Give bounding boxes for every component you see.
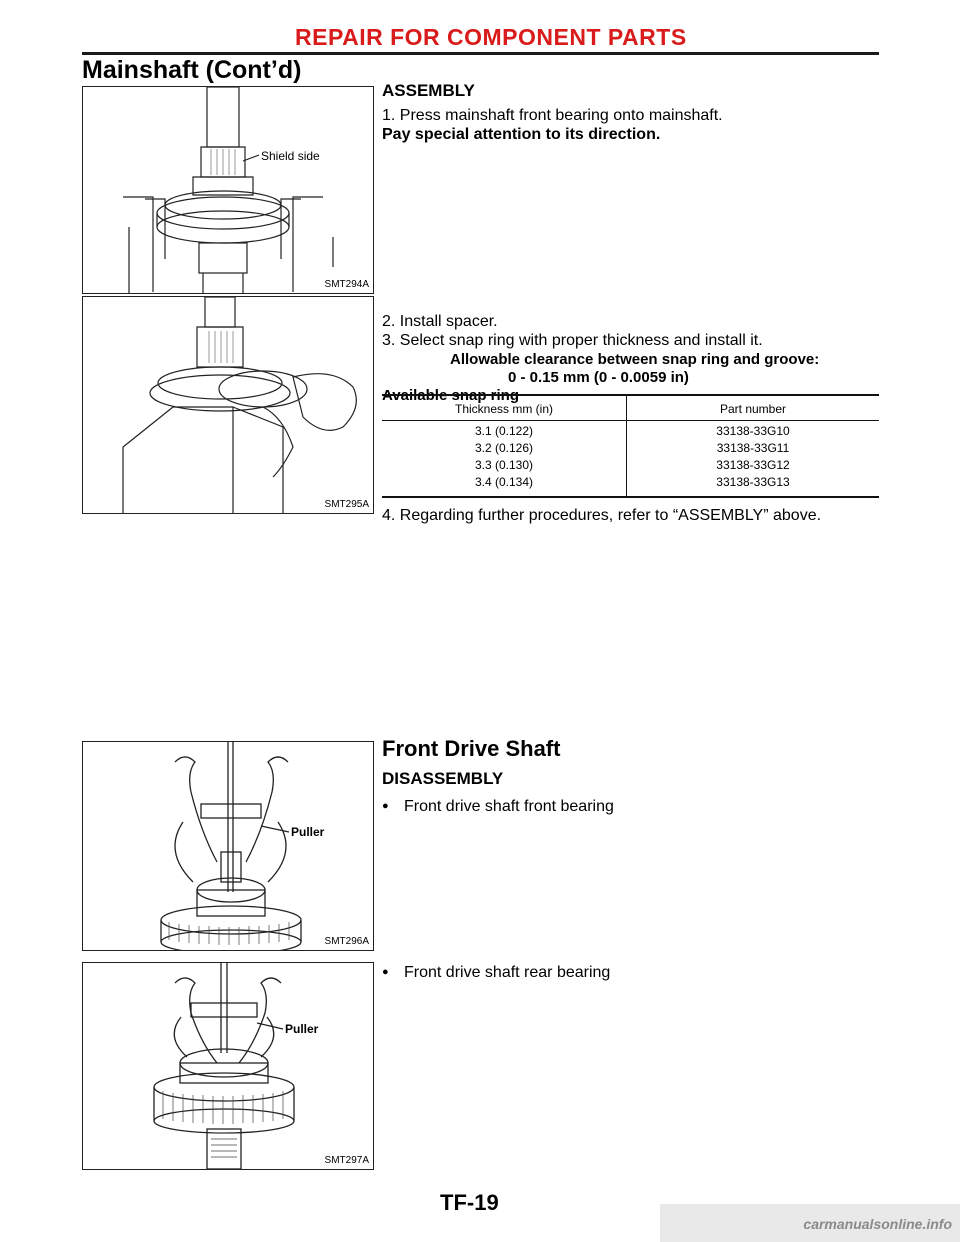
thickness-cell: 3.3 (0.130) bbox=[474, 458, 534, 472]
assembly-step-4: 4. Regarding further procedures, refer to “ASSEMBLY” above. bbox=[382, 507, 822, 524]
figure-code: SMT296A bbox=[324, 936, 369, 947]
figure-code: SMT294A bbox=[324, 279, 369, 290]
figure-illustration bbox=[83, 297, 373, 513]
subsection-title: Mainshaft (Cont’d) bbox=[82, 56, 302, 84]
header-rule bbox=[82, 52, 879, 55]
watermark-text: carmanualsonline.info bbox=[803, 1216, 952, 1232]
callout-puller: Puller bbox=[285, 1022, 319, 1036]
figure-smt296a bbox=[82, 741, 374, 951]
clearance-label: Allowable clearance between snap ring and groove: bbox=[450, 351, 820, 368]
bullet-icon: ● bbox=[382, 800, 389, 812]
figure-illustration bbox=[83, 963, 373, 1169]
watermark bbox=[660, 1204, 960, 1242]
table-row bbox=[382, 423, 626, 491]
table-bottom-rule bbox=[382, 496, 879, 498]
figure-code: SMT295A bbox=[324, 499, 369, 510]
figure-smt295a bbox=[82, 296, 374, 514]
callout-shield-side: Shield side bbox=[261, 149, 320, 163]
list-item bbox=[382, 796, 614, 817]
section-header: REPAIR FOR COMPONENT PARTS bbox=[295, 24, 687, 50]
part-number-cell: 33138-33G12 bbox=[716, 458, 790, 472]
front-drive-shaft-heading: Front Drive Shaft bbox=[382, 736, 561, 761]
table-header-thickness: Thickness mm (in) bbox=[454, 402, 553, 416]
table-header-rule bbox=[382, 420, 879, 421]
table-header-part-number: Part number bbox=[719, 402, 787, 416]
bullet-icon: ● bbox=[382, 966, 389, 978]
assembly-note-1: Pay special attention to its direction. bbox=[382, 126, 661, 143]
table-row bbox=[627, 423, 879, 491]
figure-smt297a bbox=[82, 962, 374, 1170]
list-item-text: Front drive shaft front bearing bbox=[404, 798, 614, 815]
assembly-step-3: 3. Select snap ring with proper thickness and install it. bbox=[382, 332, 763, 349]
part-number-cell: 33138-33G10 bbox=[716, 424, 790, 438]
clearance-value: 0 - 0.15 mm (0 - 0.0059 in) bbox=[508, 369, 689, 386]
list-item-text: Front drive shaft rear bearing bbox=[404, 964, 611, 981]
assembly-step-1: 1. Press mainshaft front bearing onto mainshaft. bbox=[382, 107, 723, 124]
thickness-cell: 3.4 (0.134) bbox=[474, 475, 534, 489]
thickness-cell: 3.1 (0.122) bbox=[474, 424, 534, 438]
assembly-step-2: 2. Install spacer. bbox=[382, 313, 498, 330]
figure-code: SMT297A bbox=[324, 1155, 369, 1166]
thickness-cell: 3.2 (0.126) bbox=[474, 441, 534, 455]
assembly-heading: ASSEMBLY bbox=[382, 81, 475, 100]
list-item bbox=[382, 962, 610, 983]
table-top-rule bbox=[382, 394, 879, 396]
part-number-cell: 33138-33G13 bbox=[716, 475, 790, 489]
figure-illustration bbox=[83, 742, 373, 950]
callout-puller: Puller bbox=[291, 825, 325, 839]
figure-illustration bbox=[83, 87, 373, 293]
disassembly-heading: DISASSEMBLY bbox=[382, 769, 504, 788]
part-number-cell: 33138-33G11 bbox=[716, 441, 790, 455]
figure-smt294a bbox=[82, 86, 374, 294]
snap-ring-table bbox=[382, 394, 879, 498]
page-number: TF-19 bbox=[440, 1190, 499, 1215]
